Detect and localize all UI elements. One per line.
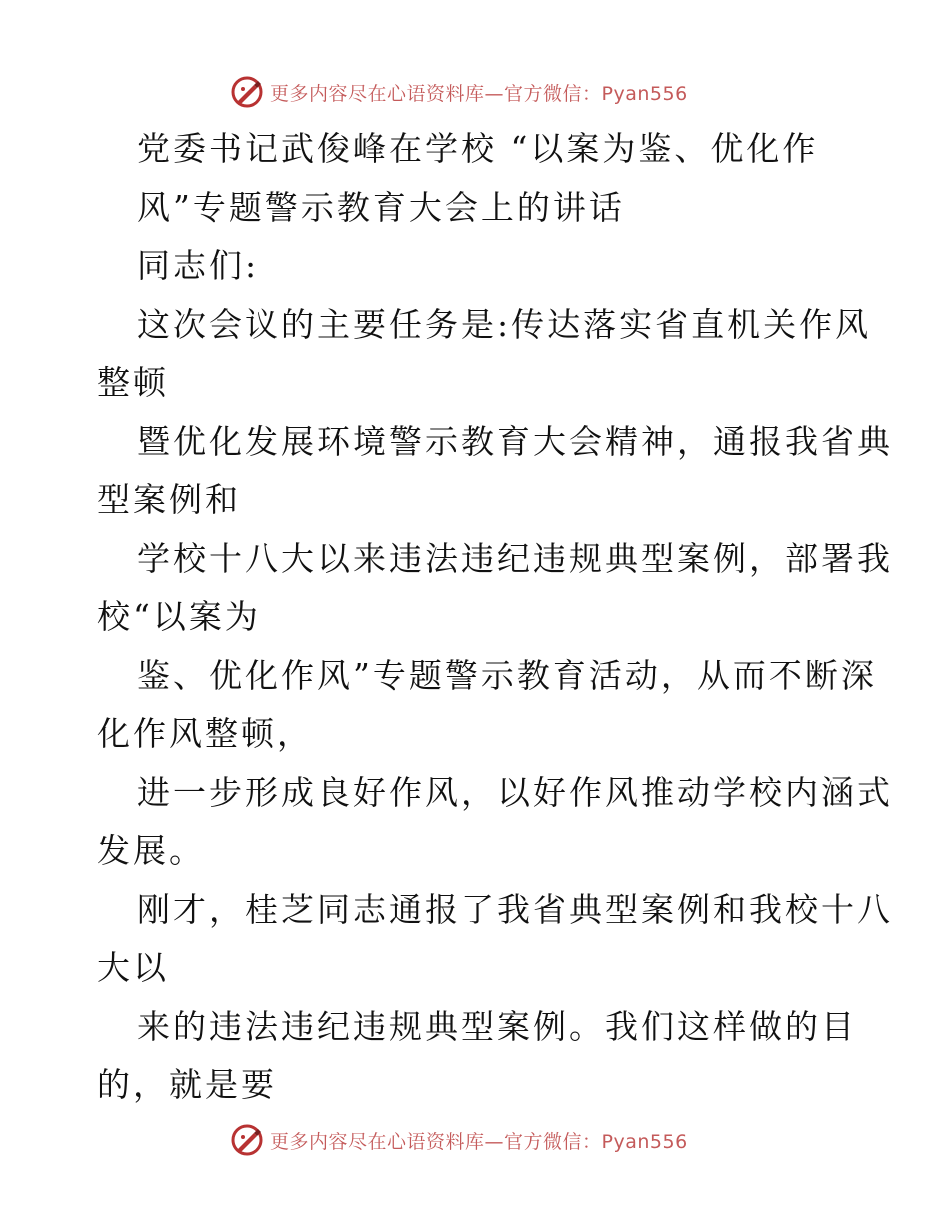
pen-seal-logo-icon (230, 75, 264, 109)
paragraph-line: 鉴、优化作风”专题警示教育活动，从而不断深 (137, 655, 877, 695)
paragraph-line: 的，就是要 (97, 1065, 277, 1104)
paragraph-line: 来的违法违纪违规典型案例。我们这样做的目 (137, 1006, 857, 1046)
paragraph-line: 暨优化发展环境警示教育大会精神，通报我省典 (137, 421, 893, 461)
paragraph-line: 发展。 (97, 831, 205, 870)
paragraph-line: 化作风整顿， (97, 714, 313, 753)
paragraph-line: 校“以案为 (97, 597, 261, 636)
paragraph-line: 整顿 (97, 363, 169, 402)
paragraph-line: 大以 (97, 948, 169, 987)
paragraph-line: 进一步形成良好作风，以好作风推动学校内涵式 (137, 772, 893, 812)
salutation: 同志们: (137, 246, 260, 285)
paragraph-line: 学校十八大以来违法违纪违规典型案例，部署我 (137, 538, 893, 578)
paragraph-line: 这次会议的主要任务是:传达落实省直机关作风 (137, 304, 872, 344)
watermark-text: 更多内容尽在心语资料库—官方微信：Pyan556 (270, 1130, 688, 1153)
document-body (97, 120, 893, 1115)
title-line-2: 风”专题警示教育大会上的讲话 (137, 187, 625, 227)
watermark-banner-bottom (230, 1120, 730, 1160)
paragraph-line: 刚才，桂芝同志通报了我省典型案例和我校十八 (137, 889, 893, 929)
watermark-text: 更多内容尽在心语资料库—官方微信：Pyan556 (270, 82, 688, 105)
watermark-banner-top (230, 72, 730, 112)
title-line-1: 党委书记武俊峰在学校 “以案为鉴、优化作 (137, 129, 819, 168)
paragraph-line: 型案例和 (97, 480, 241, 519)
pen-seal-logo-icon (230, 1123, 264, 1157)
